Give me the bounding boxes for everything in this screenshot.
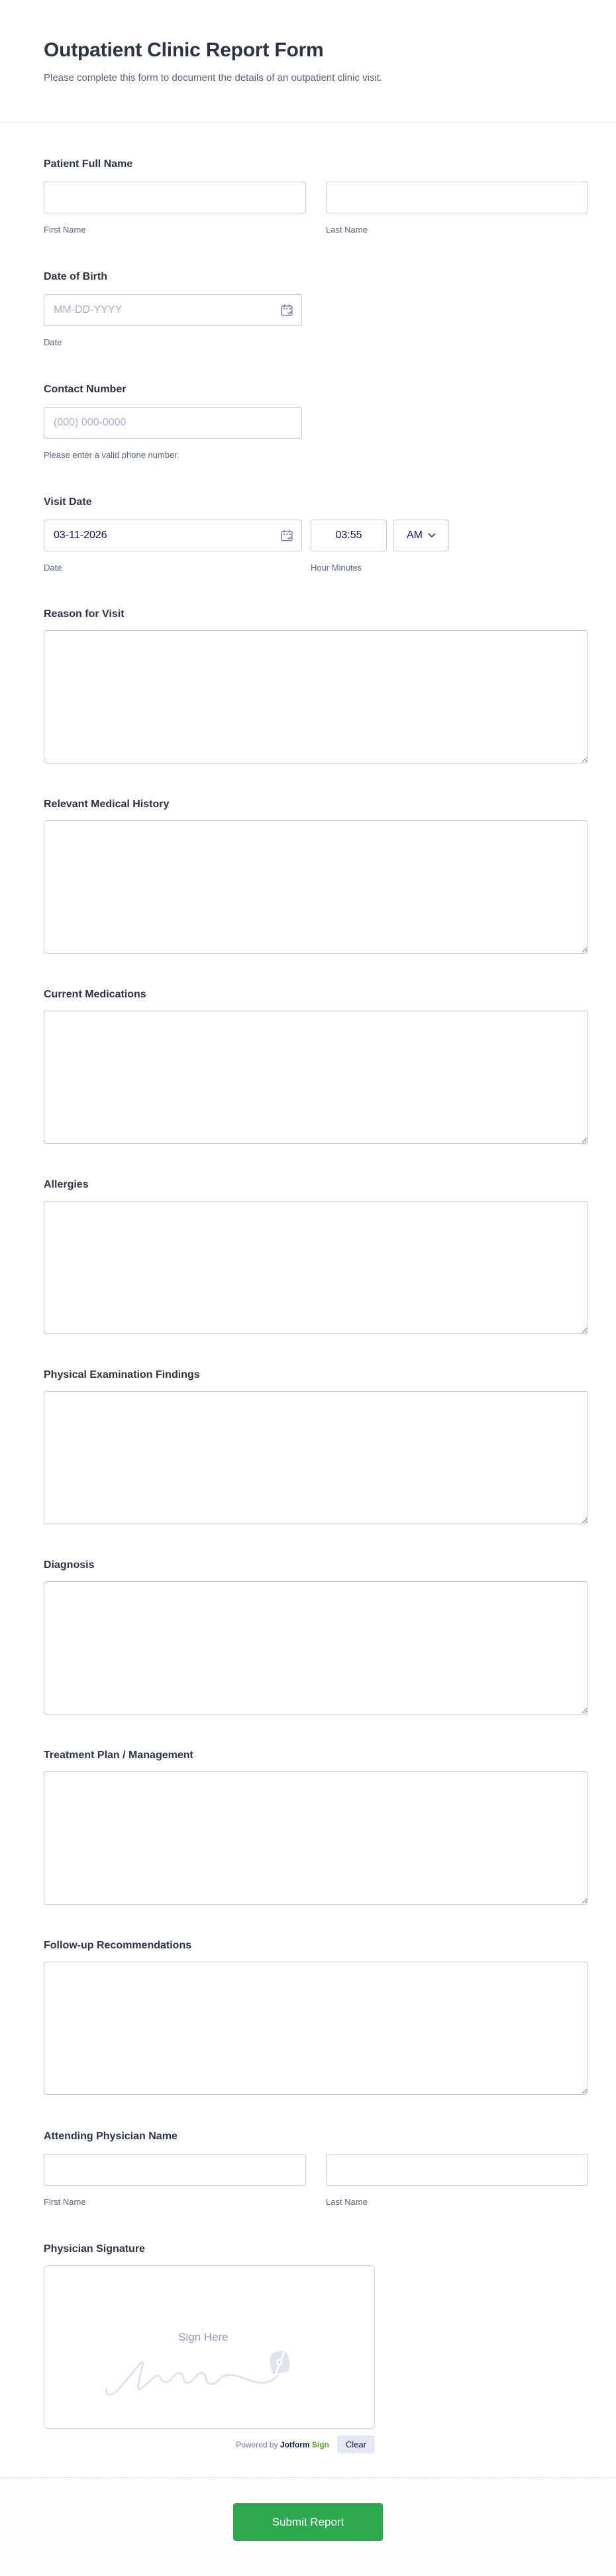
field-treatment-plan [44,1749,588,1905]
field-date-of-birth [44,270,588,348]
physician-first-name-input[interactable] [44,2154,306,2186]
page-subtitle: Please complete this form to document the details of an outpatient clinic visit. [44,72,383,84]
field-relevant-medical-history [44,798,588,954]
contact-phone-input[interactable] [44,407,302,439]
patient-last-name-input[interactable] [326,182,588,213]
submit-section [0,2478,616,2575]
allergies-label: Allergies [44,1179,89,1190]
patient-name-label: Patient Full Name [44,158,133,170]
field-diagnosis [44,1559,588,1714]
field-attending-physician-name [44,2130,588,2208]
current-medications-textarea[interactable] [44,1011,588,1144]
followup-recommendations-label: Follow-up Recommendations [44,1940,192,1951]
physical-examination-findings-textarea[interactable] [44,1391,588,1524]
relevant-medical-history-textarea[interactable] [44,820,588,954]
visit-date-sublabel: Date [44,563,62,573]
field-followup-recommendations [44,1939,588,2095]
jotform-brand-text: Jotform [280,2439,310,2449]
allergies-textarea[interactable] [44,1201,588,1334]
physician-name-label: Attending Physician Name [44,2131,178,2142]
patient-first-name-sublabel: First Name [44,225,86,235]
visit-date-input[interactable] [44,520,302,551]
diagnosis-textarea[interactable] [44,1581,588,1714]
chevron-down-icon [428,533,436,538]
jotform-sign-brand-text: Sign [311,2439,329,2449]
field-physical-examination-findings [44,1369,588,1524]
signature-footer [44,2436,375,2453]
treatment-plan-textarea[interactable] [44,1771,588,1905]
contact-helper-text: Please enter a valid phone number. [44,450,180,460]
field-current-medications [44,988,588,1144]
field-patient-full-name [44,158,588,235]
dob-label: Date of Birth [44,271,107,282]
patient-first-name-input[interactable] [44,182,306,213]
field-visit-date [44,496,588,573]
followup-recommendations-textarea[interactable] [44,1962,588,2095]
page-title: Outpatient Clinic Report Form [44,39,324,61]
field-allergies [44,1178,588,1334]
contact-label: Contact Number [44,384,127,395]
physician-last-name-sublabel: Last Name [326,2197,368,2207]
dob-date-input[interactable] [44,294,302,326]
visit-date-label: Visit Date [44,496,92,508]
treatment-plan-label: Treatment Plan / Management [44,1750,193,1761]
sign-here-text: Sign Here [178,2331,229,2343]
visit-time-input[interactable] [311,520,387,551]
powered-by-prefix: Powered by [236,2439,278,2449]
patient-last-name-sublabel: Last Name [326,225,368,235]
submit-report-button[interactable]: Submit Report [233,2503,383,2541]
pen-nib-icon [262,2345,297,2380]
powered-by-text [236,2440,329,2449]
physician-last-name-input[interactable] [326,2154,588,2186]
reason-for-visit-textarea[interactable] [44,630,588,763]
visit-time-sublabel: Hour Minutes [311,563,362,573]
relevant-medical-history-label: Relevant Medical History [44,799,170,810]
physical-examination-findings-label: Physical Examination Findings [44,1369,200,1380]
form-body [0,158,616,2453]
field-physician-signature [44,2243,588,2453]
diagnosis-label: Diagnosis [44,1559,95,1571]
clear-signature-button[interactable]: Clear [337,2436,375,2453]
signature-placeholder [100,2325,319,2405]
current-medications-label: Current Medications [44,989,146,1000]
header-divider [0,122,616,123]
physician-first-name-sublabel: First Name [44,2197,86,2207]
visit-ampm-value: AM [407,530,423,541]
field-contact-number [44,383,588,461]
signature-pad[interactable] [44,2265,375,2429]
visit-ampm-select[interactable] [393,520,449,551]
form-header [0,0,616,85]
reason-for-visit-label: Reason for Visit [44,608,125,620]
dob-sublabel: Date [44,337,62,347]
signature-label: Physician Signature [44,2243,145,2255]
field-reason-for-visit [44,608,588,763]
